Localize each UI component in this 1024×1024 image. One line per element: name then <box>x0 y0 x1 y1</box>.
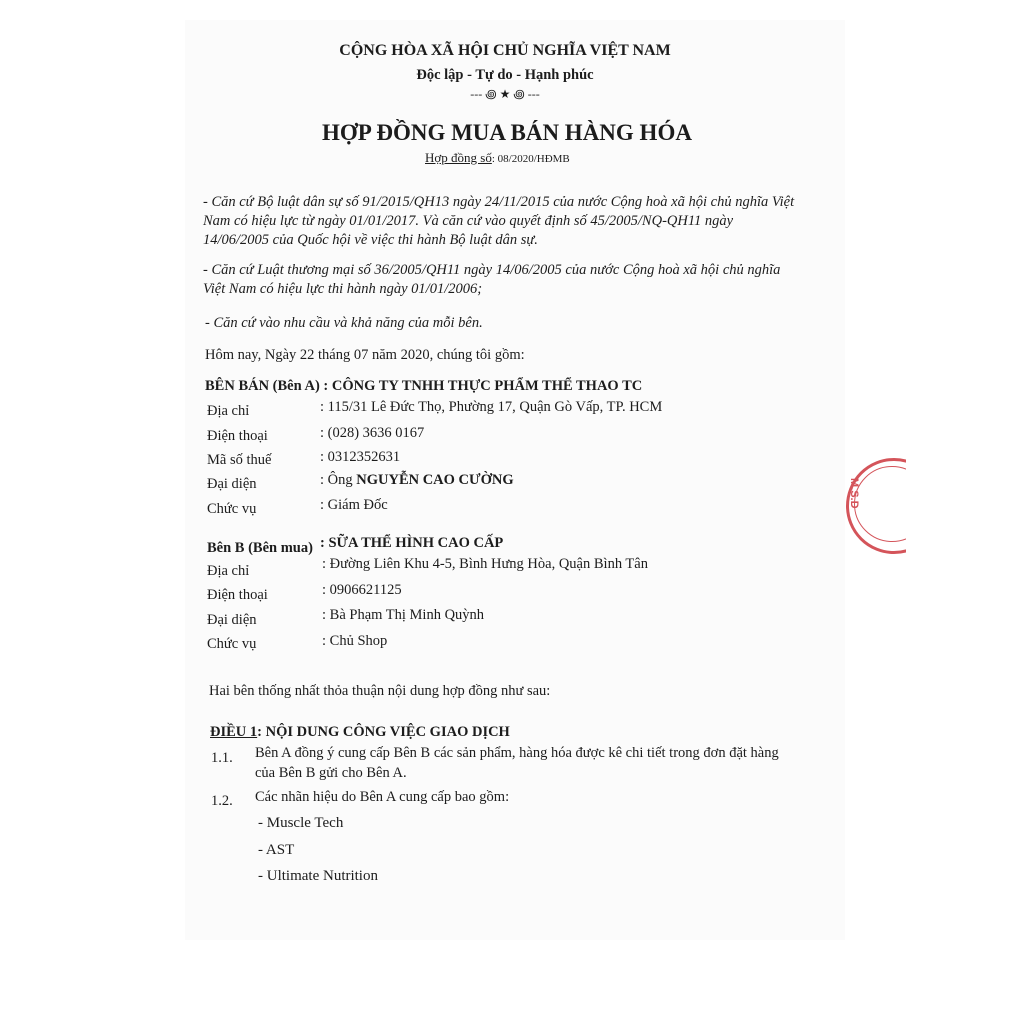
article-1-number: ĐIỀU 1 <box>210 724 258 740</box>
party-a-address-value: : 115/31 Lê Đức Thọ, Phường 17, Quận Gò Vấp, TP. HCM <box>320 399 663 415</box>
party-a-rep-label: Đại diện <box>207 476 257 492</box>
party-b-phone-label: Điện thoại <box>207 587 268 603</box>
contract-title: HỢP ĐỒNG MUA BÁN HÀNG HÓA <box>322 120 692 145</box>
brand-item: - AST <box>258 842 295 858</box>
nation-heading: CỘNG HÒA XÃ HỘI CHỦ NGHĨA VIỆT NAM <box>339 42 671 59</box>
brand-item: - Muscle Tech <box>258 815 344 831</box>
ornament: --- ꩜ ★ ꩜ --- <box>470 87 540 101</box>
party-a-position-label: Chức vụ <box>207 501 257 517</box>
party-a-rep-name: NGUYỄN CAO CƯỜNG <box>356 472 514 488</box>
party-b-rep-value: : Bà Phạm Thị Minh Quỳnh <box>322 607 485 623</box>
preamble-line: - Căn cứ Bộ luật dân sự số 91/2015/QH13 ngày 24/11/2015 của nước Cộng hoà xã hội chủ nghĩa Việt <box>203 194 795 210</box>
party-b-phone-value: : 0906621125 <box>322 582 402 598</box>
preamble-line: 14/06/2005 của Quốc hội về việc thi hành Bộ luật dân sự. <box>203 232 538 248</box>
article-1-heading <box>210 724 510 741</box>
brand-item: - Ultimate Nutrition <box>258 868 378 884</box>
clause-number: 1.1. <box>211 750 233 766</box>
party-b-heading-value: : SỮA THỂ HÌNH CAO CẤP <box>320 535 504 551</box>
party-b-address-label: Địa chỉ <box>207 563 250 579</box>
clause-text: Bên A đồng ý cung cấp Bên B các sản phẩm, hàng hóa được kê chi tiết trong đơn đặt hàng <box>255 745 779 761</box>
preamble-line: - Căn cứ Luật thương mại số 36/2005/QH11 ngày 14/06/2005 của nước Cộng hoà xã hội chủ nghĩa <box>203 262 781 278</box>
motto: Độc lập - Tự do - Hạnh phúc <box>416 67 594 83</box>
party-a-phone-value: : (028) 3636 0167 <box>320 425 425 441</box>
preamble-line: - Căn cứ vào nhu cầu và khả năng của mỗi bên. <box>205 315 483 331</box>
preamble-line: Việt Nam có hiệu lực thi hành ngày 01/01/2006; <box>203 281 483 297</box>
preamble-line: Nam có hiệu lực từ ngày 01/01/2017. Và căn cứ vào quyết định số 45/2005/NQ-QH11 ngày <box>203 213 734 229</box>
party-a-tax-value: : 0312352631 <box>320 449 401 465</box>
stamp-text: M.S.D <box>848 478 860 509</box>
party-a-tax-label: Mã số thuế <box>207 452 272 468</box>
today-line: Hôm nay, Ngày 22 tháng 07 năm 2020, chúng tôi gồm: <box>205 347 525 363</box>
contract-number-label: Hợp đồng số <box>425 150 492 165</box>
party-b-position-value: : Chủ Shop <box>322 633 388 649</box>
clause-text: Các nhãn hiệu do Bên A cung cấp bao gồm: <box>255 789 510 805</box>
party-b-position-label: Chức vụ <box>207 636 257 652</box>
party-b-heading-label: Bên B (Bên mua) <box>207 540 313 556</box>
party-a-position-value: : Giám Đốc <box>320 497 388 513</box>
clause-number: 1.2. <box>211 793 233 809</box>
agreement-line: Hai bên thống nhất thỏa thuận nội dung hợp đồng như sau: <box>209 683 551 699</box>
party-a-address-label: Địa chỉ <box>207 403 250 419</box>
party-a-rep-prefix: : Ông <box>320 472 357 488</box>
party-a-heading: BÊN BÁN (Bên A) : CÔNG TY TNHH THỰC PHẨM THỂ THAO TC <box>205 378 643 394</box>
clause-text: của Bên B gửi cho Bên A. <box>255 765 407 781</box>
party-b-rep-label: Đại diện <box>207 612 257 628</box>
party-a-rep-value <box>320 472 514 489</box>
party-a-phone-label: Điện thoại <box>207 428 268 444</box>
party-b-address-value: : Đường Liên Khu 4-5, Bình Hưng Hòa, Quận Bình Tân <box>322 556 648 572</box>
article-1-title: : NỘI DUNG CÔNG VIỆC GIAO DỊCH <box>257 724 510 740</box>
company-seal-stamp <box>846 458 906 558</box>
contract-number-value: : 08/2020/HĐMB <box>491 153 570 165</box>
contract-number <box>425 150 570 166</box>
